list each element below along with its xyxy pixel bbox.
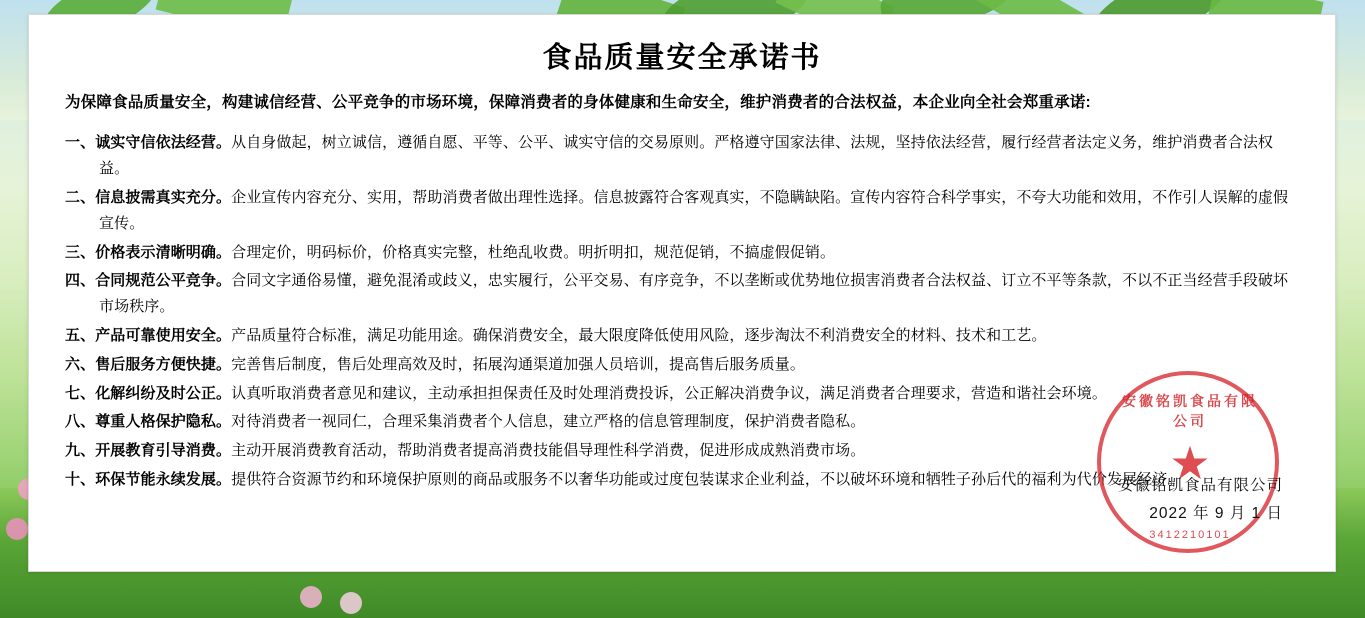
decorative-flower — [340, 592, 362, 614]
clause-number: 十、 — [65, 470, 96, 488]
clause-item — [65, 323, 1299, 349]
seal-code-text: 3412210101 — [1149, 529, 1231, 541]
clause-body: 认真听取消费者意见和建议，主动承担担保责任及时处理消费投诉，公正解决消费争议，满足消费者合理要求，营造和谐社会环境。 — [231, 384, 1107, 402]
clause-item — [65, 268, 1299, 320]
clause-item — [65, 185, 1299, 237]
clause-body: 合理定价，明码标价，价格真实完整，杜绝乱收费。明折明扣，规范促销，不搞虚假促销。 — [231, 243, 836, 261]
signature-company: 安徽铭凯食品有限公司 — [1117, 476, 1283, 494]
clause-number: 九、 — [65, 442, 96, 460]
star-icon: ★ — [1169, 437, 1211, 490]
clause-item — [65, 409, 1299, 435]
page-title: 食品质量安全承诺书 — [542, 40, 822, 74]
clause-item — [65, 240, 1299, 266]
clause-body: 提供符合资源节约和环境保护原则的商品或服务不以奢华功能或过度包装谋求企业利益，不以破坏环境和牺牲子孙后代的福利为代价发展经济。 — [231, 470, 1183, 488]
clause-heading: 售后服务方便快捷。 — [95, 355, 232, 373]
clause-body: 完善售后制度，售后处理高效及时，拓展沟通渠道加强人员培训，提高售后服务质量。 — [231, 355, 805, 373]
clause-heading: 化解纠纷及时公正。 — [95, 384, 232, 402]
decorative-flower — [6, 518, 28, 540]
clause-body: 从自身做起，树立诚信，遵循自愿、平等、公平、诚实守信的交易原则。严格遵守国家法律、法规，坚持依法经营，履行经营者法定义务，维护消费者合法权益。 — [99, 134, 1274, 178]
signature-date: 2022 年 9 月 1 日 — [1149, 505, 1283, 523]
document-card — [28, 14, 1336, 572]
clause-heading: 尊重人格保护隐私。 — [95, 413, 232, 431]
clause-heading: 开展教育引导消费。 — [95, 442, 232, 460]
clause-body: 主动开展消费教育活动，帮助消费者提高消费技能倡导理性科学消费，促进形成成熟消费市场。 — [231, 442, 866, 460]
clause-item — [65, 438, 1299, 464]
clause-number: 六、 — [65, 355, 96, 373]
document-intro: 为保障食品质量安全，构建诚信经营、公平竞争的市场环境，保障消费者的身体健康和生命安全，维护消费者的合法权益，本企业向全社会郑重承诺: — [65, 94, 1091, 111]
clause-number: 一、 — [65, 134, 96, 152]
clause-body: 企业宣传内容充分、实用，帮助消费者做出理性选择。信息披露符合客观真实，不隐瞒缺陷。宣传内容符合科学事实，不夸大功能和效用，不作引人误解的虚假宣传。 — [99, 188, 1289, 232]
clause-number: 八、 — [65, 413, 96, 431]
clause-body: 合同文字通俗易懂，避免混淆或歧义，忠实履行，公平交易、有序竞争，不以垄断或优势地位损害消费者合法权益、订立不平等条款，不以不正当经营手段破坏市场秩序。 — [99, 272, 1289, 316]
clause-number: 二、 — [65, 188, 96, 206]
clause-list — [65, 130, 1299, 492]
clause-body: 产品质量符合标准，满足功能用途。确保消费安全，最大限度降低使用风险，逐步淘汰不利消费安全的材料、技术和工艺。 — [231, 326, 1047, 344]
clause-heading: 环保节能永续发展。 — [95, 470, 232, 488]
clause-number: 三、 — [65, 243, 96, 261]
clause-heading: 信息披需真实充分。 — [95, 188, 232, 206]
clause-number: 五、 — [65, 326, 96, 344]
clause-item — [65, 352, 1299, 378]
clause-heading: 诚实守信依法经营。 — [95, 134, 232, 152]
decorative-flower — [300, 586, 322, 608]
clause-heading: 合同规范公平竞争。 — [95, 272, 232, 290]
clause-item — [65, 381, 1299, 407]
clause-number: 七、 — [65, 384, 96, 402]
signature-block — [1118, 472, 1283, 529]
clause-heading: 产品可靠使用安全。 — [95, 326, 232, 344]
clause-body: 对待消费者一视同仁，合理采集消费者个人信息，建立严格的信息管理制度，保护消费者隐私。 — [231, 413, 866, 431]
clause-number: 四、 — [65, 272, 96, 290]
seal-company-text: 安徽铭凯食品有限公司 — [1122, 393, 1258, 429]
clause-heading: 价格表示清晰明确。 — [95, 243, 232, 261]
clause-item — [65, 467, 1299, 493]
clause-item — [65, 130, 1299, 182]
